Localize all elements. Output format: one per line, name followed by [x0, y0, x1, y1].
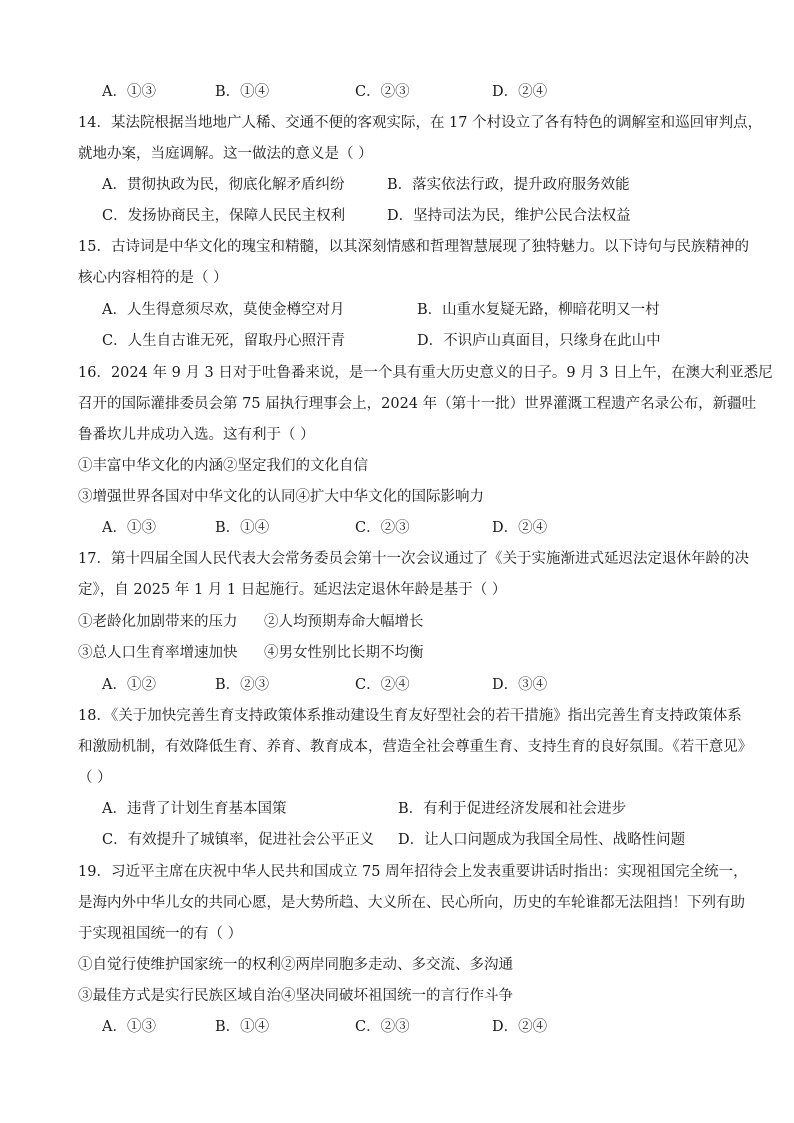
q19-stem-line-3: 于实现祖国统一的有（ ） [78, 926, 243, 942]
q17-stem-line-2: 定》，自 2025 年 1 月 1 日起施行。延迟法定退休年龄是基于（ ） [78, 582, 507, 598]
q16-stem-line-3: 鲁番坎儿井成功入选。这有利于（ ） [78, 427, 315, 443]
q14-option-a[interactable]: A．贯彻执政为民，彻底化解矛盾纠纷 [102, 177, 345, 193]
q17-option-b[interactable]: B．②③ [215, 677, 270, 693]
q18-option-b[interactable]: B．有利于促进经济发展和社会进步 [398, 801, 627, 817]
q15-option-c[interactable]: C．人生自古谁无死，留取丹心照汗青 [102, 333, 346, 349]
q15-option-a[interactable]: A．人生得意须尽欢，莫使金樽空对月 [102, 302, 345, 318]
q19-statement-3: ③最佳方式是实行民族区域自治 [78, 988, 281, 1004]
q18-stem-line-1: 18．《关于加快完善生育支持政策体系推动建设生育友好型社会的若干措施》指出完善生育支持政策体系 [78, 708, 742, 724]
q17-statement-4: ④男女性别比长期不均衡 [264, 645, 424, 661]
q18-option-a[interactable]: A．违背了计划生育基本国策 [102, 801, 287, 817]
q17-statements-row-2 [78, 643, 424, 663]
q17-option-d[interactable]: D．③④ [492, 677, 548, 693]
q14-option-b[interactable]: B．落实依法行政，提升政府服务效能 [387, 177, 630, 193]
q13-option-b[interactable]: B．①④ [215, 84, 270, 100]
q18-stem-line-3: （ ） [78, 770, 112, 786]
q17-statement-3: ③总人口生育率增速加快 [78, 645, 238, 661]
q13-option-a[interactable]: A．①③ [102, 84, 156, 100]
q16-option-b[interactable]: B．①④ [215, 520, 270, 536]
q19-option-c[interactable]: C．②③ [355, 1019, 410, 1035]
q16-stem-line-2: 召开的国际灌排委员会第 75 届执行理事会上，2024 年（第十一批）世界灌溉工程遗产名录公布，新疆吐 [78, 396, 757, 412]
q18-stem-line-2: 和激励机制，有效降低生育、养育、教育成本，营造全社会尊重生育、支持生育的良好氛围。《若干意见》 [78, 739, 753, 755]
q17-option-a[interactable]: A．①② [102, 677, 156, 693]
q14-options-row-2 [102, 206, 742, 226]
q19-option-d[interactable]: D．②④ [492, 1019, 548, 1035]
q16-statement-line-2: ③增强世界各国对中华文化的认同④扩大中华文化的国际影响力 [78, 489, 484, 505]
q19-stem-line-1: 19．习近平主席在庆祝中华人民共和国成立 75 周年招待会上发表重要讲话时指出：实现祖国完全统一， [78, 864, 748, 880]
q19-statements-row-2 [78, 986, 538, 1006]
q14-option-d[interactable]: D．坚持司法为民，维护公民合法权益 [387, 208, 631, 224]
q16-option-d[interactable]: D．②④ [492, 520, 548, 536]
q19-options [102, 1017, 722, 1037]
q19-statement-1: ①自觉行使维护国家统一的权利 [78, 957, 281, 973]
q18-options-row-1 [102, 799, 742, 819]
q19-statement-4: ④坚决同破坏祖国统一的言行作斗争 [281, 988, 513, 1004]
q19-option-a[interactable]: A．①③ [102, 1019, 156, 1035]
q16-option-a[interactable]: A．①③ [102, 520, 156, 536]
q14-options-row-1 [102, 175, 742, 195]
q14-stem-line-1: 14．某法院根据当地地广人稀、交通不便的客观实际，在 17 个村设立了各有特色的调解室和巡回审判点， [78, 115, 763, 131]
q17-statements-row-1 [78, 612, 424, 632]
q19-statements-row-1 [78, 955, 538, 975]
q17-statement-2: ②人均预期寿命大幅增长 [264, 614, 424, 630]
q17-stem-line-1: 17．第十四届全国人民代表大会常务委员会第十一次会议通过了《关于实施渐进式延迟法定退休年龄的决 [78, 551, 749, 567]
q13-options [102, 82, 722, 102]
q18-options-row-2 [102, 830, 742, 850]
q16-option-c[interactable]: C．②③ [355, 520, 410, 536]
q13-option-c[interactable]: C．②③ [355, 84, 410, 100]
q15-stem-line-1: 15．古诗词是中华文化的瑰宝和精髓，以其深刻情感和哲理智慧展现了独特魅力。以下诗句与民族精神的 [78, 239, 749, 255]
q17-options [102, 675, 722, 695]
q14-stem-line-2: 就地办案，当庭调解。这一做法的意义是（ ） [78, 146, 373, 162]
q19-stem-line-2: 是海内外中华儿女的共同心愿，是大势所趋、大义所在、民心所向，历史的车轮谁都无法阻挡！下列有助 [78, 895, 745, 911]
q15-options-row-1 [102, 300, 742, 320]
q15-option-d[interactable]: D．不识庐山真面目，只缘身在此山中 [417, 333, 661, 349]
q16-options [102, 518, 722, 538]
q13-option-d[interactable]: D．②④ [492, 84, 548, 100]
q17-option-c[interactable]: C．②④ [355, 677, 410, 693]
q18-option-c[interactable]: C．有效提升了城镇率，促进社会公平正义 [102, 832, 375, 848]
q14-option-c[interactable]: C．发扬协商民主，保障人民民主权利 [102, 208, 346, 224]
q15-option-b[interactable]: B．山重水复疑无路，柳暗花明又一村 [417, 302, 660, 318]
q15-stem-line-2: 核心内容相符的是（ ） [78, 270, 228, 286]
q17-statement-1: ①老龄化加剧带来的压力 [78, 614, 238, 630]
q16-statement-line-1: ①丰富中华文化的内涵②坚定我们的文化自信 [78, 458, 368, 474]
q16-stem-line-1: 16．2024 年 9 月 3 日对于吐鲁番来说，是一个具有重大历史意义的日子。9 月 3 日上午，在澳大利亚悉尼 [78, 365, 773, 381]
q19-option-b[interactable]: B．①④ [215, 1019, 270, 1035]
q15-options-row-2 [102, 331, 742, 351]
q18-option-d[interactable]: D．让人口问题成为我国全局性、战略性问题 [398, 832, 686, 848]
q19-statement-2: ②两岸同胞多走动、多交流、多沟通 [281, 957, 513, 973]
